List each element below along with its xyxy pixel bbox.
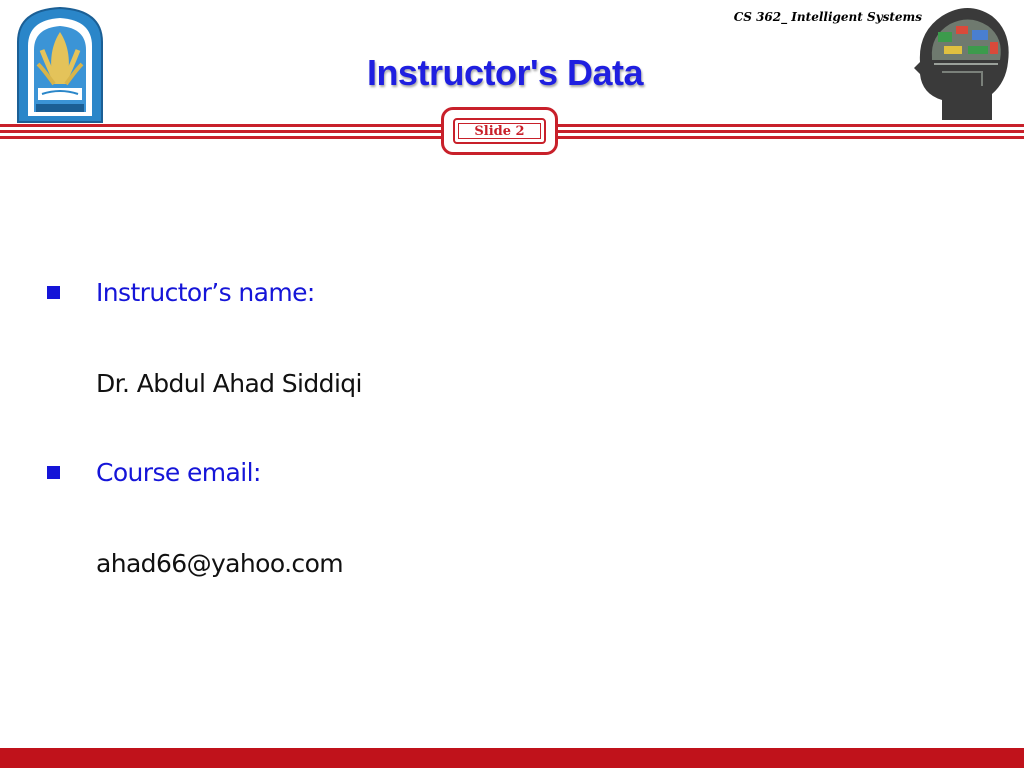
slide-number-label: Slide 2 xyxy=(474,123,525,139)
instructor-name-heading: Instructor’s name: xyxy=(96,278,315,307)
course-email-value: ahad66@yahoo.com xyxy=(96,549,344,578)
instructor-name-value: Dr. Abdul Ahad Siddiqi xyxy=(96,369,362,398)
slide-title: Instructor's Data xyxy=(366,52,644,93)
bullet-square-icon xyxy=(47,466,60,479)
slide-number-badge xyxy=(441,107,558,155)
course-email-heading: Course email: xyxy=(96,458,261,487)
bullet-course-email xyxy=(47,458,261,487)
course-label: CS 362_ Intelligent Systems xyxy=(733,10,922,24)
circuit-head-icon xyxy=(912,2,1012,126)
bullet-square-icon xyxy=(47,286,60,299)
bullet-instructor-name xyxy=(47,278,315,307)
footer-bar xyxy=(0,748,1024,768)
